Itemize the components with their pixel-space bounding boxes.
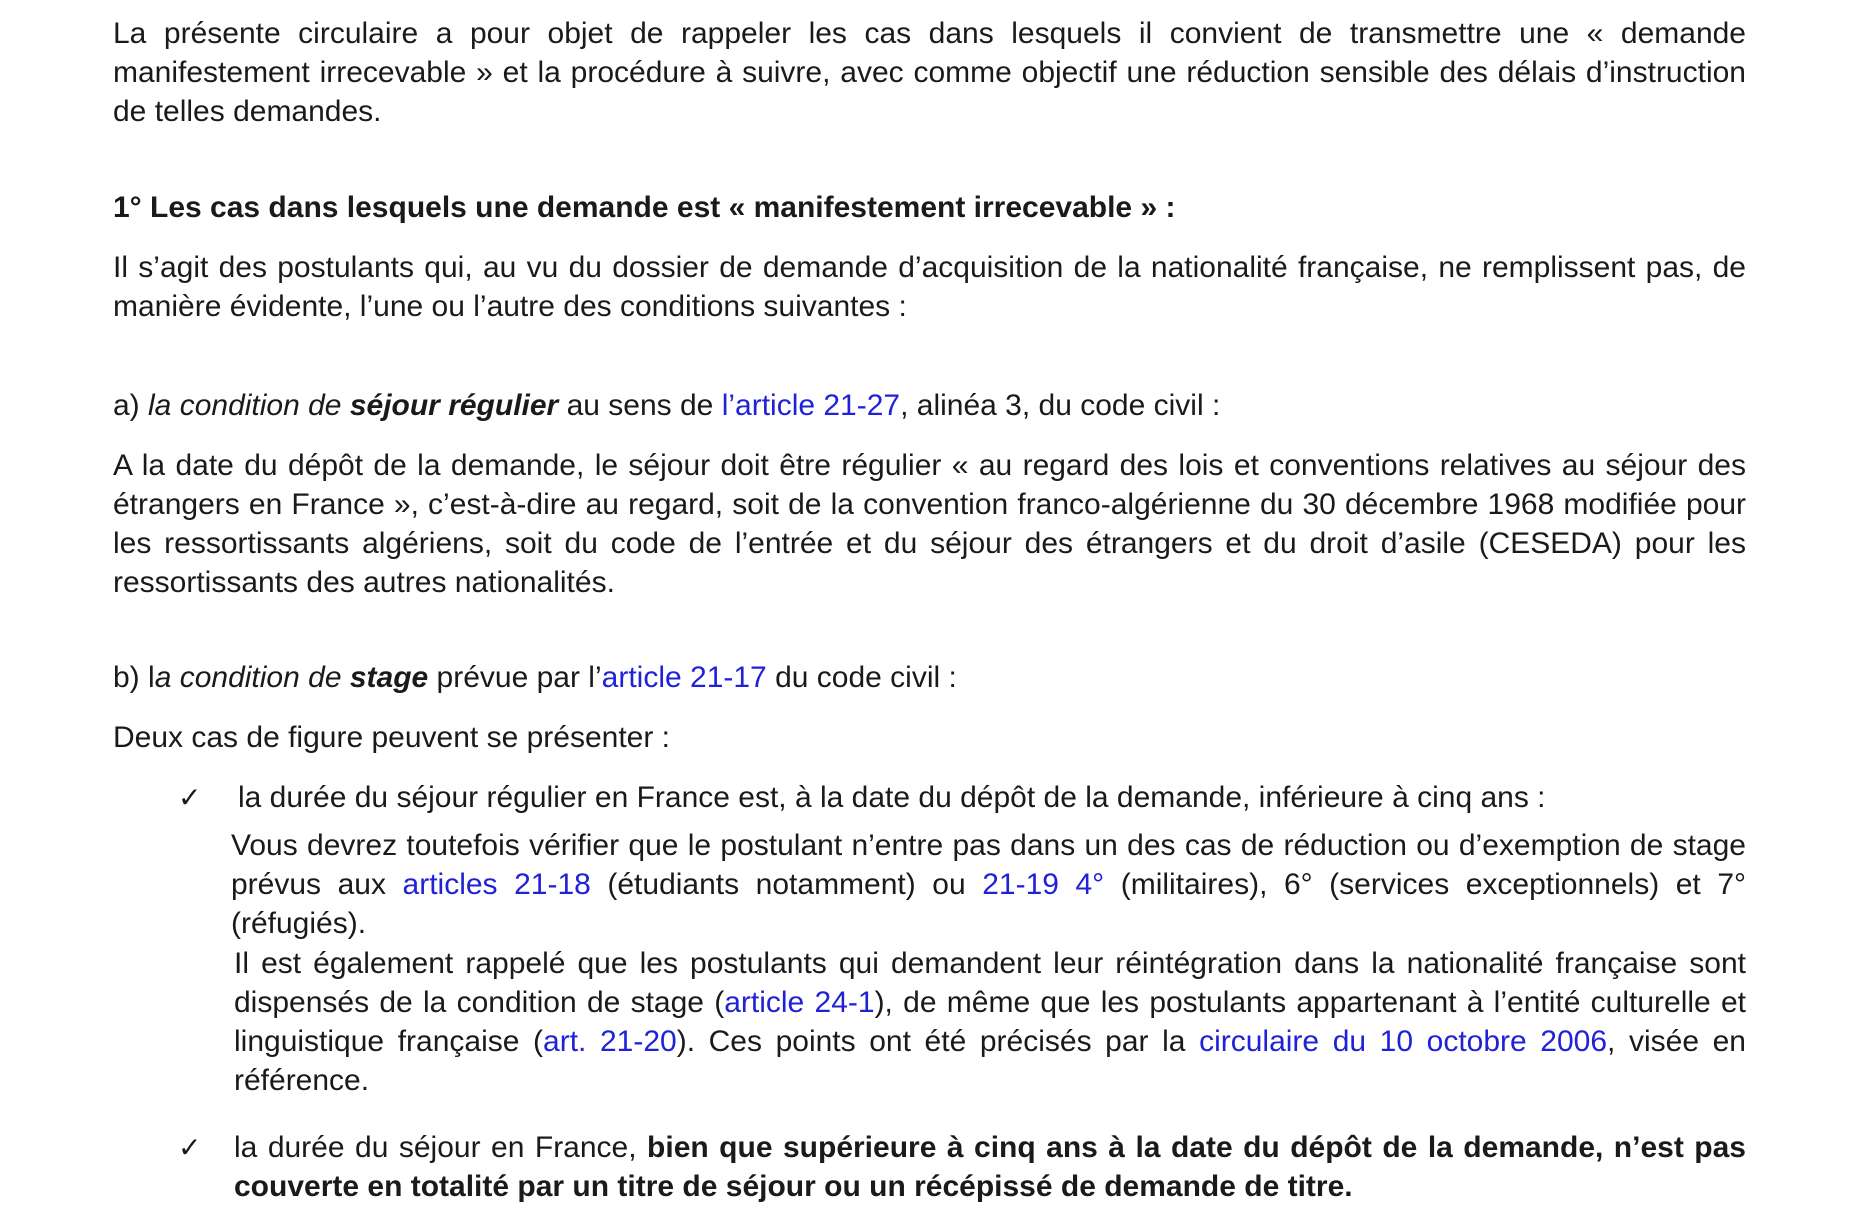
circulaire-2006-link[interactable]: circulaire du 10 octobre 2006 (1199, 1025, 1608, 1058)
condition-a-italic: la condition de (148, 389, 350, 422)
condition-b-prefix: b) l (113, 661, 155, 694)
condition-a-heading (113, 386, 1746, 425)
section1-intro (113, 248, 1746, 326)
article-21-17-link[interactable]: article 21-17 (601, 661, 767, 694)
article-21-27-link[interactable]: l’article 21-27 (721, 389, 901, 422)
checkmark-icon: ✓ (178, 1131, 202, 1164)
condition-b-intro (113, 718, 1746, 757)
bullet1-paragraph2 (234, 944, 1746, 1100)
article-24-1-link[interactable]: article 24-1 (724, 986, 875, 1019)
bullet1-p1-text3: (militaires), 6° (services exceptionnels) et 7° (réfugiés). (231, 868, 1746, 940)
bullet1-p1-text1: Vous devrez toutefois vérifier que le postulant n’entre pas dans un des cas de réduction ou d’exemption de stage prévus aux (231, 829, 1746, 901)
bullet2-bold-text: bien que supérieure à cinq ans à la date du dépôt de la demande, n’est pas couverte en totalité par un titre de séjour ou un récépissé de demande de titre. (234, 1131, 1746, 1203)
condition-b-heading (113, 658, 1746, 697)
condition-a-bold-italic: séjour régulier (349, 389, 559, 422)
condition-b-intro-text: Deux cas de figure peuvent se présenter : (113, 721, 670, 754)
article-21-19-link[interactable]: 21-19 4° (982, 868, 1105, 901)
condition-a-mid: au sens de (558, 389, 722, 422)
condition-a-end: , alinéa 3, du code civil : (900, 389, 1221, 422)
articles-21-18-link[interactable]: articles 21-18 (402, 868, 591, 901)
condition-b-mid: prévue par l’ (428, 661, 602, 694)
condition-b-bold-italic: stage (349, 661, 429, 694)
condition-a-prefix: a) (113, 389, 149, 422)
condition-b-italic: a condition de (154, 661, 350, 694)
article-21-20-link[interactable]: art. 21-20 (543, 1025, 677, 1058)
bullet2-text: la durée du séjour en France, (234, 1131, 648, 1164)
checkmark-icon: ✓ (178, 781, 202, 814)
section1-intro-text: Il s’agit des postulants qui, au vu du dossier de demande d’acquisition de la nationalité française, ne remplissent pas, de manière évidente, l’une ou l’autre des conditions suivantes : (113, 251, 1746, 323)
section1-heading (113, 188, 1746, 227)
condition-b-end: du code civil : (766, 661, 957, 694)
bullet1-paragraph1 (231, 826, 1746, 943)
bullet1-title-text: la durée du séjour régulier en France est, à la date du dépôt de la demande, inférieure à cinq ans : (238, 781, 1546, 814)
condition-a-body-text: A la date du dépôt de la demande, le séjour doit être régulier « au regard des lois et conventions relatives au séjour des étrangers en France », c’est-à-dire au regard, soit de la convention franco-algérienne du 30 décembre 1968 modifiée pour les ressortissants algériens, soit du code de l’entrée et du séjour des étrangers et du droit d’asile (CESEDA) pour les ressortissants des autres nationalités. (113, 449, 1746, 599)
bullet1-p2-text2: ), de même que les postulants appartenant à l’entité culturelle et linguistique française ( (234, 986, 1747, 1058)
bullet1-p2-text4: , visée en référence. (234, 1025, 1746, 1097)
bullet1-title (238, 778, 1746, 817)
bullet1-p2-text3: ). Ces points ont été précisés par la (676, 1025, 1200, 1058)
section1-heading-text: 1° Les cas dans lesquels une demande est « manifestement irrecevable » : (113, 191, 1176, 224)
intro-text: La présente circulaire a pour objet de rappeler les cas dans lesquels il convient de transmettre une « demande manifestement irrecevable » et la procédure à suivre, avec comme objectif une réduction sensible des délais d’instruction de telles demandes. (113, 17, 1746, 128)
condition-a-body (113, 446, 1746, 602)
intro-paragraph (113, 14, 1746, 131)
bullet1-p2-text1: Il est également rappelé que les postulants qui demandent leur réintégration dans la nationalité française sont dispensés de la condition de stage ( (234, 947, 1746, 1019)
bullet1-p1-text2: (étudiants notamment) ou (590, 868, 983, 901)
bullet2-paragraph (234, 1128, 1746, 1206)
